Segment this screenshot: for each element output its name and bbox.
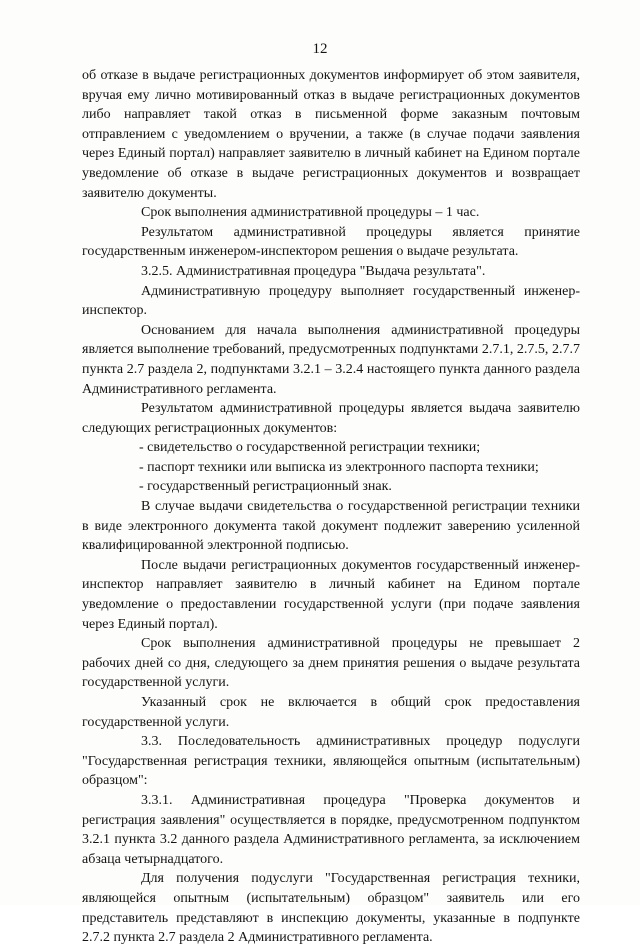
paragraph-result-issue: Результатом административной процедуры является выдача заявителю следующих регистрационных документов: [82,401,580,436]
list-item-certificate: - свидетельство о государственной регистрации техники; [139,440,481,456]
paragraph-deadline-2: Срок выполнения административной процедуры не превышает 2 рабочих дней со дня, следующего за днем принятия решения о выдаче результата государственной услуги. [82,636,580,691]
document-body [82,66,580,948]
section-heading-3-3-1: 3.3.1. Административная процедура "Проверка документов и регистрация заявления" осуществляется в порядке, предусмотренном подпунктом 3.2.1 пункта 3.2 данного раздела Административного регламента, за исключением абзаца четырнадцатого. [82,792,580,867]
paragraph-deadline-1: Срок выполнения административной процедуры – 1 час. [141,205,480,221]
paragraph-portal-notice: После выдачи регистрационных документов государственный инженер-инспектор направляет заявителю в личный кабинет на Едином портале уведомление о предоставлении государственной услуги (при подаче заявления через Единый портал). [82,557,580,632]
list-item-plate: - государственный регистрационный знак. [139,479,392,495]
paragraph-result-decision: Результатом административной процедуры является принятие государственным инженером-инспектором решения о выдаче результата. [82,224,580,260]
paragraph-electronic-signature: В случае выдачи свидетельства о государственной регистрации техники в виде электронного документа такой документ подлежит заверению усиленной квалифицированной электронной подписью. [82,499,580,554]
paragraph-documents-submission: Для получения подуслуги "Государственная регистрация техники, являющейся опытным (испытательным) образцом" заявитель или его представитель представляют в инспекцию документы, указанные в подпункте 2.7.2 пункта 2.7 раздела 2 Административного регламента. [82,871,580,946]
page-number: 12 [312,41,328,57]
paragraph-refusal-notice: об отказе в выдаче регистрационных документов информирует об этом заявителя, вручая ему лично мотивированный отказ в выдаче регистрационных документов либо направляет такой отказ в письменной форме заказным почтовым отправлением с уведомлением о вручении, а также (в случае подачи заявления через Единый портал) направляет заявителю в личный кабинет на Едином портале уведомление об отказе в выдаче регистрационных документов и возвращает заявителю документы. [82,68,580,201]
paragraph-basis: Основанием для начала выполнения административной процедуры является выполнение требований, предусмотренных подпунктами 2.7.1, 2.7.5, 2.7.7 пункта 2.7 раздела 2, подпунктами 3.2.1 – 3.2.4 настоящего пункта данного раздела Административного регламента. [82,322,580,397]
paragraph-performer: Административную процедуру выполняет государственный инженер-инспектор. [82,283,580,319]
list-item-passport: - паспорт техники или выписка из электронного паспорта техники; [139,459,539,475]
paragraph-term-exclusion: Указанный срок не включается в общий срок предоставления государственной услуги. [82,695,580,730]
section-heading-3-3: 3.3. Последовательность административных процедур подуслуги "Государственная регистрация техники, являющейся опытным (испытательным) образцом": [82,734,580,789]
section-heading-3-2-5: 3.2.5. Административная процедура "Выдача результата". [141,263,486,279]
